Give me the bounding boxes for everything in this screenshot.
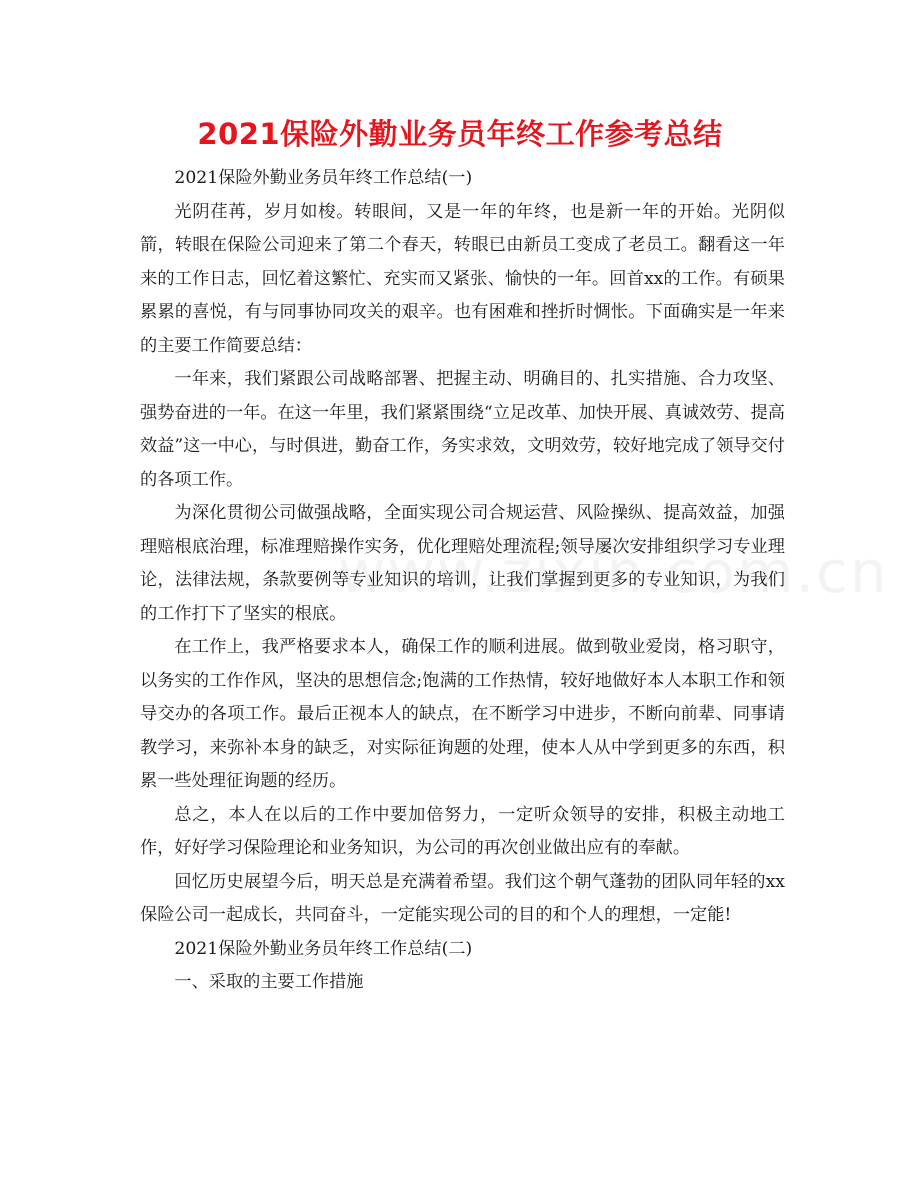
- paragraph: 总之，本人在以后的工作中要加倍努力，一定听众领导的安排，积极主动地工作，好好学习保险理论和业务知识，为公司的再次创业做出应有的奉献。: [140, 804, 785, 858]
- subsection-heading: 一、采取的主要工作措施: [174, 972, 364, 992]
- paragraph: 一年来，我们紧跟公司战略部署、把握主动、明确目的、扎实措施、合力攻坚、强势奋进的一年。在这一年里，我们紧紧围绕“立足改革、加快开展、真诚效劳、提高效益”这一中心，与时俱进，勤奋工作，务实求效，文明效劳，较好地完成了领导交付的各项工作。: [140, 369, 785, 490]
- section-heading-1: 2021保险外勤业务员年终工作总结(一): [174, 168, 473, 188]
- document-body: [140, 162, 785, 1000]
- paragraph: 为深化贯彻公司做强战略，全面实现公司合规运营、风险操纵、提高效益，加强理赔根底治理，标准理赔操作实务，优化理赔处理流程;领导屡次安排组织学习专业理论，法律法规，条款要例等专业知识的培训，让我们掌握到更多的专业知识，为我们的工作打下了坚实的根底。: [140, 503, 785, 624]
- paragraph: 在工作上，我严格要求本人，确保工作的顺利进展。做到敬业爱岗，格习职守，以务实的工作作风，坚决的思想信念;饱满的工作热情，较好地做好本人本职工作和领导交办的各项工作。最后正视本人的缺点，在不断学习中进步，不断向前辈、同事请教学习，来弥补本身的缺乏，对实际征询题的处理，使本人从中学到更多的东西，积累一些处理征询题的经历。: [140, 637, 785, 791]
- paragraph: 回忆历史展望今后，明天总是充满着希望。我们这个朝气蓬勃的团队同年轻的xx保险公司一起成长，共同奋斗，一定能实现公司的目的和个人的理想，一定能!: [140, 871, 785, 925]
- paragraph: 光阴荏苒，岁月如梭。转眼间，又是一年的年终，也是新一年的开始。光阴似箭，转眼在保险公司迎来了第二个春天，转眼已由新员工变成了老员工。翻看这一年来的工作日志，回忆着这繁忙、充实而又紧张、愉快的一年。回首xx的工作。有硕果累累的喜悦，有与同事协同攻关的艰辛。也有困难和挫折时惆怅。下面确实是一年来的主要工作简要总结：: [140, 201, 785, 356]
- document-title: 2021保险外勤业务员年终工作参考总结: [197, 117, 723, 151]
- section-heading-2: 2021保险外勤业务员年终工作总结(二): [174, 938, 473, 959]
